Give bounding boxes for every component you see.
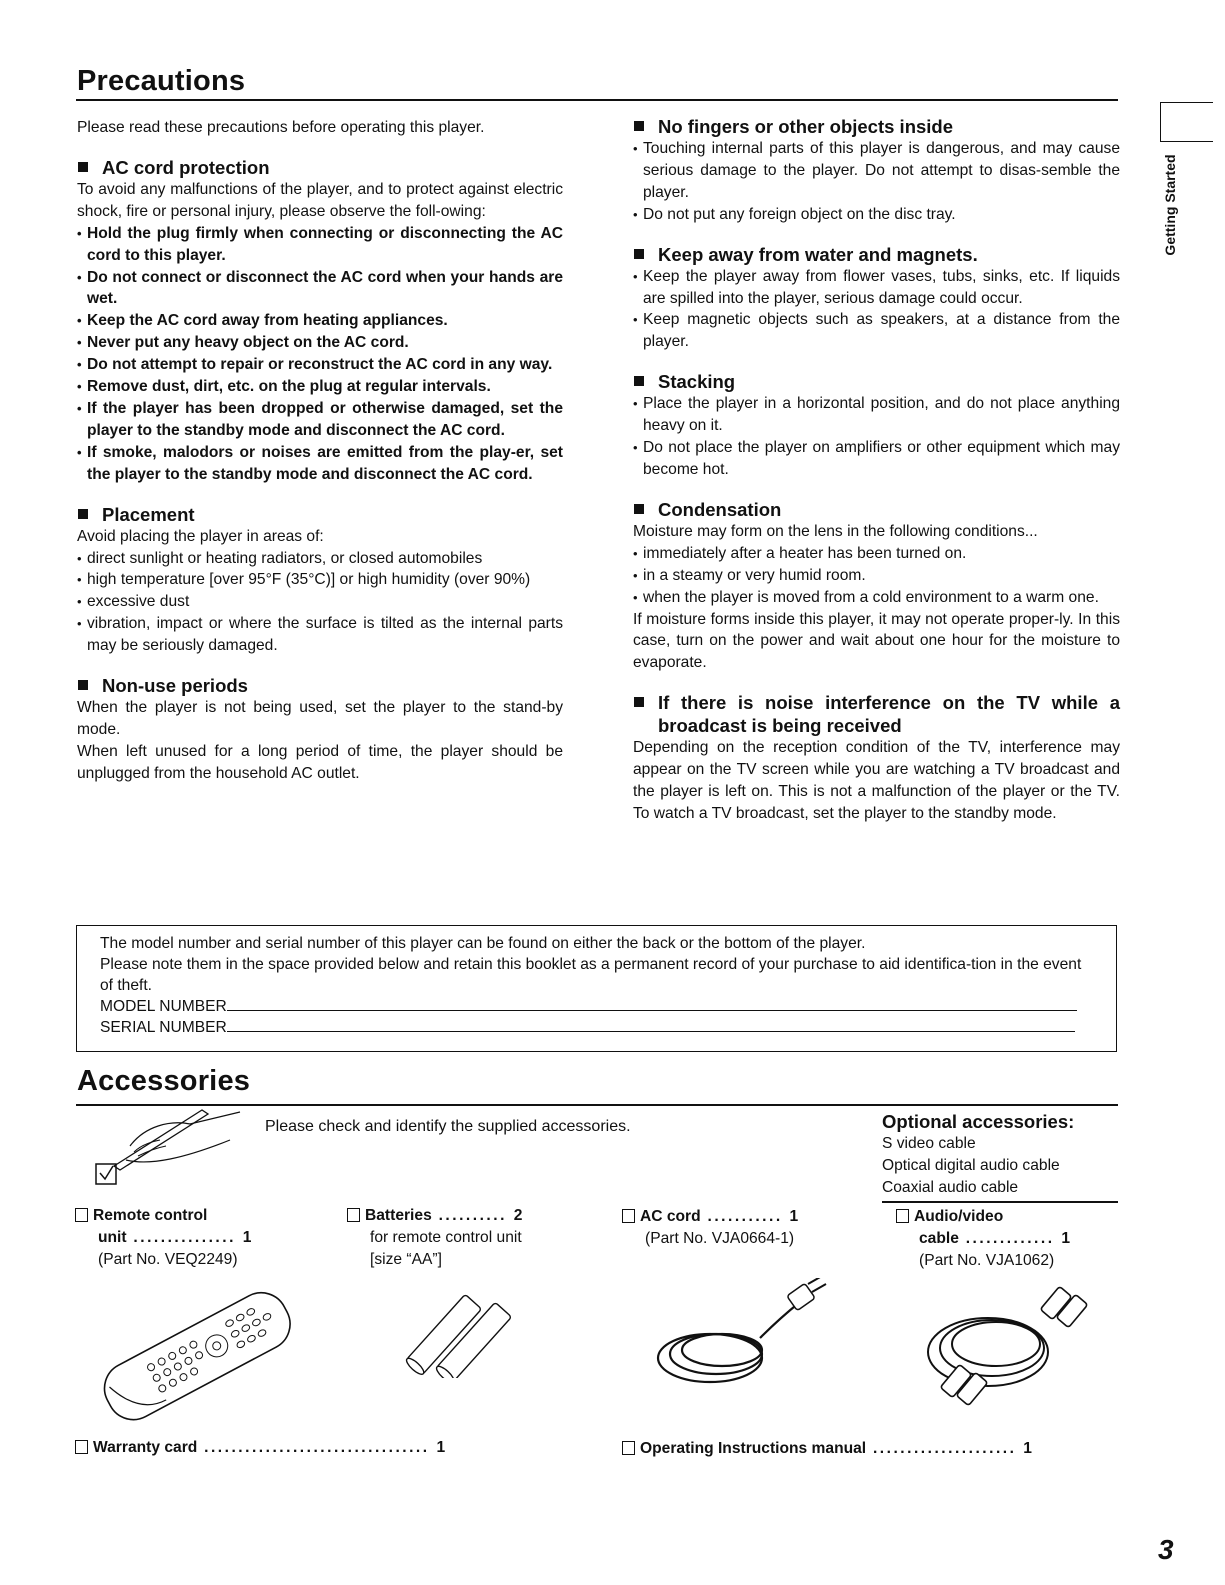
batteries-sub: for remote control unit [370,1229,522,1246]
condensation-text: If moisture forms inside this player, it may not operate proper-ly. In this case, turn on the power and wait about one hour for the moisture to evaporate. [633,610,1120,672]
no-fingers-bullet: • Touching internal parts of this player is dangerous, and may cause serious damage to the player. Do not attempt to disas-semble the player. [633,138,1120,204]
water-heading: Keep away from water and magnets. [633,243,1120,266]
optional-item: S video cable [882,1135,976,1152]
side-tab-label: Getting Started [1162,154,1178,256]
serial-number-label: SERIAL NUMBER [100,1019,227,1036]
non-use-text: When the player is not being used, set the player to the stand-by mode. [77,699,563,738]
non-use-heading: Non-use periods [77,674,563,697]
ac-cord-bullet: • Hold the plug firmly when connecting or disconnecting the AC cord to this player. [77,223,563,267]
batteries-name: Batteries [365,1207,432,1224]
condensation-bullet: • when the player is moved from a cold environment to a warm one. [633,587,1120,609]
side-tab-box [1160,102,1213,142]
ac-cord-name: AC cord [640,1208,701,1225]
warranty-qty: 1 [436,1439,446,1456]
square-bullet-icon [634,121,644,131]
no-fingers-heading: No fingers or other objects inside [633,115,1120,138]
ac-cord-heading: AC cord protection [77,156,563,179]
square-bullet-icon [634,249,644,259]
optional-item: Optical digital audio cable [882,1157,1060,1174]
condensation-bullet: • immediately after a heater has been turned on. [633,543,1120,565]
dot-leader: ............... [126,1229,243,1246]
batteries-image [392,1288,532,1378]
manual-checkbox[interactable] [622,1441,635,1455]
left-column [77,117,563,785]
square-bullet-icon [634,697,644,707]
ac-cord-image [650,1278,830,1393]
ac-cord-bullet: • Keep the AC cord away from heating appliances. [77,310,563,332]
dot-leader: ............. [958,1230,1062,1247]
hand-check-icon [90,1106,260,1186]
batteries-checkbox[interactable] [347,1208,360,1222]
optional-accessories [882,1110,1074,1199]
model-number-row [100,996,1096,1017]
page-number: 3 [1158,1534,1174,1565]
square-bullet-icon [78,162,88,172]
dot-leader: .......... [431,1207,514,1224]
optional-rule [882,1201,1118,1203]
remote-name: Remote control [93,1207,208,1224]
model-number-label: MODEL NUMBER [100,998,227,1015]
square-bullet-icon [78,509,88,519]
ac-cord-bullet: • Never put any heavy object on the AC cord. [77,332,563,354]
noise-text: Depending on the reception condition of the TV, interference may appear on the TV screen while you are watching a TV broadcast and the player is left on. This is not a malfunction of the player or the TV. To watch a TV broadcast, set the player to the standby mode. [633,739,1120,822]
stacking-bullet: • Do not place the player on amplifiers or other equipment which may become hot. [633,437,1120,481]
placement-heading: Placement [77,503,563,526]
precautions-title: Precautions [77,65,246,97]
ac-cord-text: To avoid any malfunctions of the player, and to protect against electric shock, fire or personal injury, please observe the foll-owing: [77,180,563,220]
right-column [633,115,1120,825]
non-use-text: When left unused for a long period of time, the player should be unplugged from the household AC outlet. [77,742,563,782]
av-cable-part: (Part No. VJA1062) [919,1252,1055,1269]
accessories-title: Accessories [77,1065,251,1097]
ac-cord-qty: 1 [789,1208,799,1225]
ac-cord-bullet: • If the player has been dropped or otherwise damaged, set the player to the standby mode and disconnect the AC cord. [77,398,563,442]
ac-cord-part: (Part No. VJA0664-1) [645,1230,795,1247]
remote-checkbox[interactable] [75,1208,88,1222]
remote-control-image [88,1283,303,1425]
record-text: The model number and serial number of this player can be found on either the back or the bottom of the player. [100,935,866,952]
av-cable-image [918,1282,1098,1407]
placement-bullet: • high temperature [over 95°F (35°C)] or high humidity (over 90%) [77,569,563,591]
square-bullet-icon [78,680,88,690]
record-text: Please note them in the space provided below and retain this booklet as a permanent record of your purchase to aid identifica-tion in the event of theft. [100,956,1082,994]
condensation-bullet: • in a steamy or very humid room. [633,565,1120,587]
ac-cord-item [622,1206,798,1250]
av-cable-item [896,1206,1070,1272]
stacking-bullet: • Place the player in a horizontal position, and do not place anything heavy on it. [633,393,1120,437]
intro-text: Please read these precautions before operating this player. [77,119,485,136]
manual-item [622,1438,1032,1460]
condensation-heading: Condensation [633,498,1120,521]
batteries-item [347,1205,522,1271]
check-text: Please check and identify the supplied accessories. [265,1118,631,1135]
ac-cord-bullet: • Remove dust, dirt, etc. on the plug at regular intervals. [77,376,563,398]
noise-heading: If there is noise interference on the TV while a broadcast is being received [633,691,1120,737]
serial-number-field[interactable] [227,1019,1075,1032]
remote-part: (Part No. VEQ2249) [98,1251,238,1268]
remote-qty: 1 [242,1229,252,1246]
warranty-checkbox[interactable] [75,1440,88,1454]
batteries-sub: [size “AA”] [370,1251,442,1268]
condensation-text: Moisture may form on the lens in the following conditions... [633,522,1038,540]
av-cable-name-2: cable [919,1230,959,1247]
optional-item: Coaxial audio cable [882,1179,1019,1196]
warranty-item [75,1437,445,1459]
record-box [76,925,1117,1052]
side-tab [1158,150,1182,260]
dot-leader: ................................. [197,1439,437,1456]
placement-bullet: • direct sunlight or heating radiators, or closed automobiles [77,548,563,570]
warranty-name: Warranty card [93,1439,198,1456]
ac-cord-checkbox[interactable] [622,1209,635,1223]
placement-bullet: • vibration, impact or where the surface is tilted as the internal parts may be seriously damaged. [77,613,563,657]
manual-name: Operating Instructions manual [640,1440,867,1457]
manual-qty: 1 [1023,1440,1032,1457]
title-rule [76,99,1118,101]
ac-cord-bullet: • If smoke, malodors or noises are emitted from the play-er, set the player to the standby mode and disconnect the AC cord. [77,442,563,486]
no-fingers-bullet: • Do not put any foreign object on the disc tray. [633,204,1120,226]
stacking-heading: Stacking [633,370,1120,393]
ac-cord-bullet: • Do not attempt to repair or reconstruct the AC cord in any way. [77,354,563,376]
av-cable-checkbox[interactable] [896,1209,909,1223]
dot-leader: ..................... [866,1440,1024,1457]
square-bullet-icon [634,504,644,514]
remote-control-item [75,1205,251,1271]
dot-leader: ........... [700,1208,790,1225]
serial-number-row [100,1017,1096,1038]
remote-name-2: unit [98,1229,127,1246]
placement-text: Avoid placing the player in areas of: [77,527,324,545]
square-bullet-icon [634,376,644,386]
av-cable-name: Audio/video [914,1208,1004,1225]
av-cable-qty: 1 [1061,1230,1071,1247]
optional-heading: Optional accessories: [882,1111,1075,1132]
water-bullet: • Keep magnetic objects such as speakers, at a distance from the player. [633,309,1120,353]
water-bullet: • Keep the player away from flower vases, tubs, sinks, etc. If liquids are spilled into the player, serious damage could occur. [633,266,1120,310]
model-number-field[interactable] [227,998,1077,1011]
placement-bullet: • excessive dust [77,591,563,613]
ac-cord-bullet: • Do not connect or disconnect the AC cord when your hands are wet. [77,267,563,311]
batteries-qty: 2 [513,1207,523,1224]
